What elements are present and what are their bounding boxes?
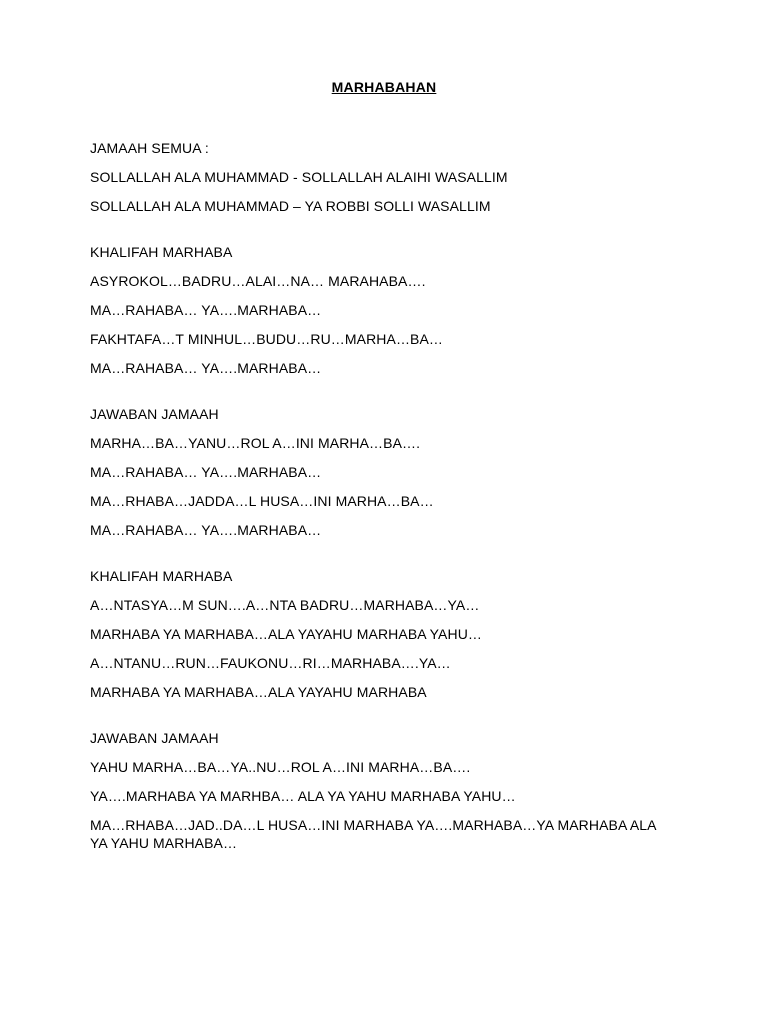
section-heading: JAWABAN JAMAAH <box>90 406 219 422</box>
text-line: YA….MARHABA YA MARHBA… ALA YA YAHU MARHABA YAHU… <box>90 788 516 804</box>
section-heading: KHALIFAH MARHABA <box>90 568 233 584</box>
text-line: MARHA…BA…YANU…ROL A…INI MARHA…BA…. <box>90 435 421 451</box>
section-opening <box>90 139 670 215</box>
section-jawaban-1 <box>90 405 670 539</box>
text-line: A…NTASYA…M SUN….A…NTA BADRU…MARHABA…YA… <box>90 597 480 613</box>
text-line: MA…RHABA…JAD..DA…L HUSA…INI MARHABA YA….MARHABA…YA MARHABA ALA YA YAHU MARHABA… <box>90 817 656 851</box>
document-body <box>90 139 670 880</box>
text-line: SOLLALLAH ALA MUHAMMAD - SOLLALLAH ALAIHI WASALLIM <box>90 169 508 185</box>
section-heading: JAMAAH SEMUA : <box>90 140 209 156</box>
text-line: FAKHTAFA…T MINHUL…BUDU…RU…MARHA…BA… <box>90 331 444 347</box>
section-khalifah-2 <box>90 567 670 701</box>
section-heading: JAWABAN JAMAAH <box>90 730 219 746</box>
text-line: MA…RHABA…JADDA…L HUSA…INI MARHA…BA… <box>90 493 434 509</box>
text-line: MARHABA YA MARHABA…ALA YAYAHU MARHABA <box>90 684 427 700</box>
section-khalifah-1 <box>90 243 670 377</box>
text-line: MA…RAHABA… YA….MARHABA… <box>90 302 322 318</box>
text-line: MA…RAHABA… YA….MARHABA… <box>90 522 322 538</box>
section-jawaban-2 <box>90 729 670 852</box>
text-line: A…NTANU…RUN…FAUKONU…RI…MARHABA….YA… <box>90 655 451 671</box>
text-line: MA…RAHABA… YA….MARHABA… <box>90 360 322 376</box>
document-title: MARHABAHAN <box>331 79 437 95</box>
text-line: MARHABA YA MARHABA…ALA YAYAHU MARHABA YAHU… <box>90 626 483 642</box>
text-line: ASYROKOL…BADRU…ALAI…NA… MARAHABA…. <box>90 273 426 289</box>
text-line: YAHU MARHA…BA…YA..NU…ROL A…INI MARHA…BA…. <box>90 759 471 775</box>
text-line: SOLLALLAH ALA MUHAMMAD – YA ROBBI SOLLI WASALLIM <box>90 198 491 214</box>
section-heading: KHALIFAH MARHABA <box>90 244 233 260</box>
text-line: MA…RAHABA… YA….MARHABA… <box>90 464 322 480</box>
